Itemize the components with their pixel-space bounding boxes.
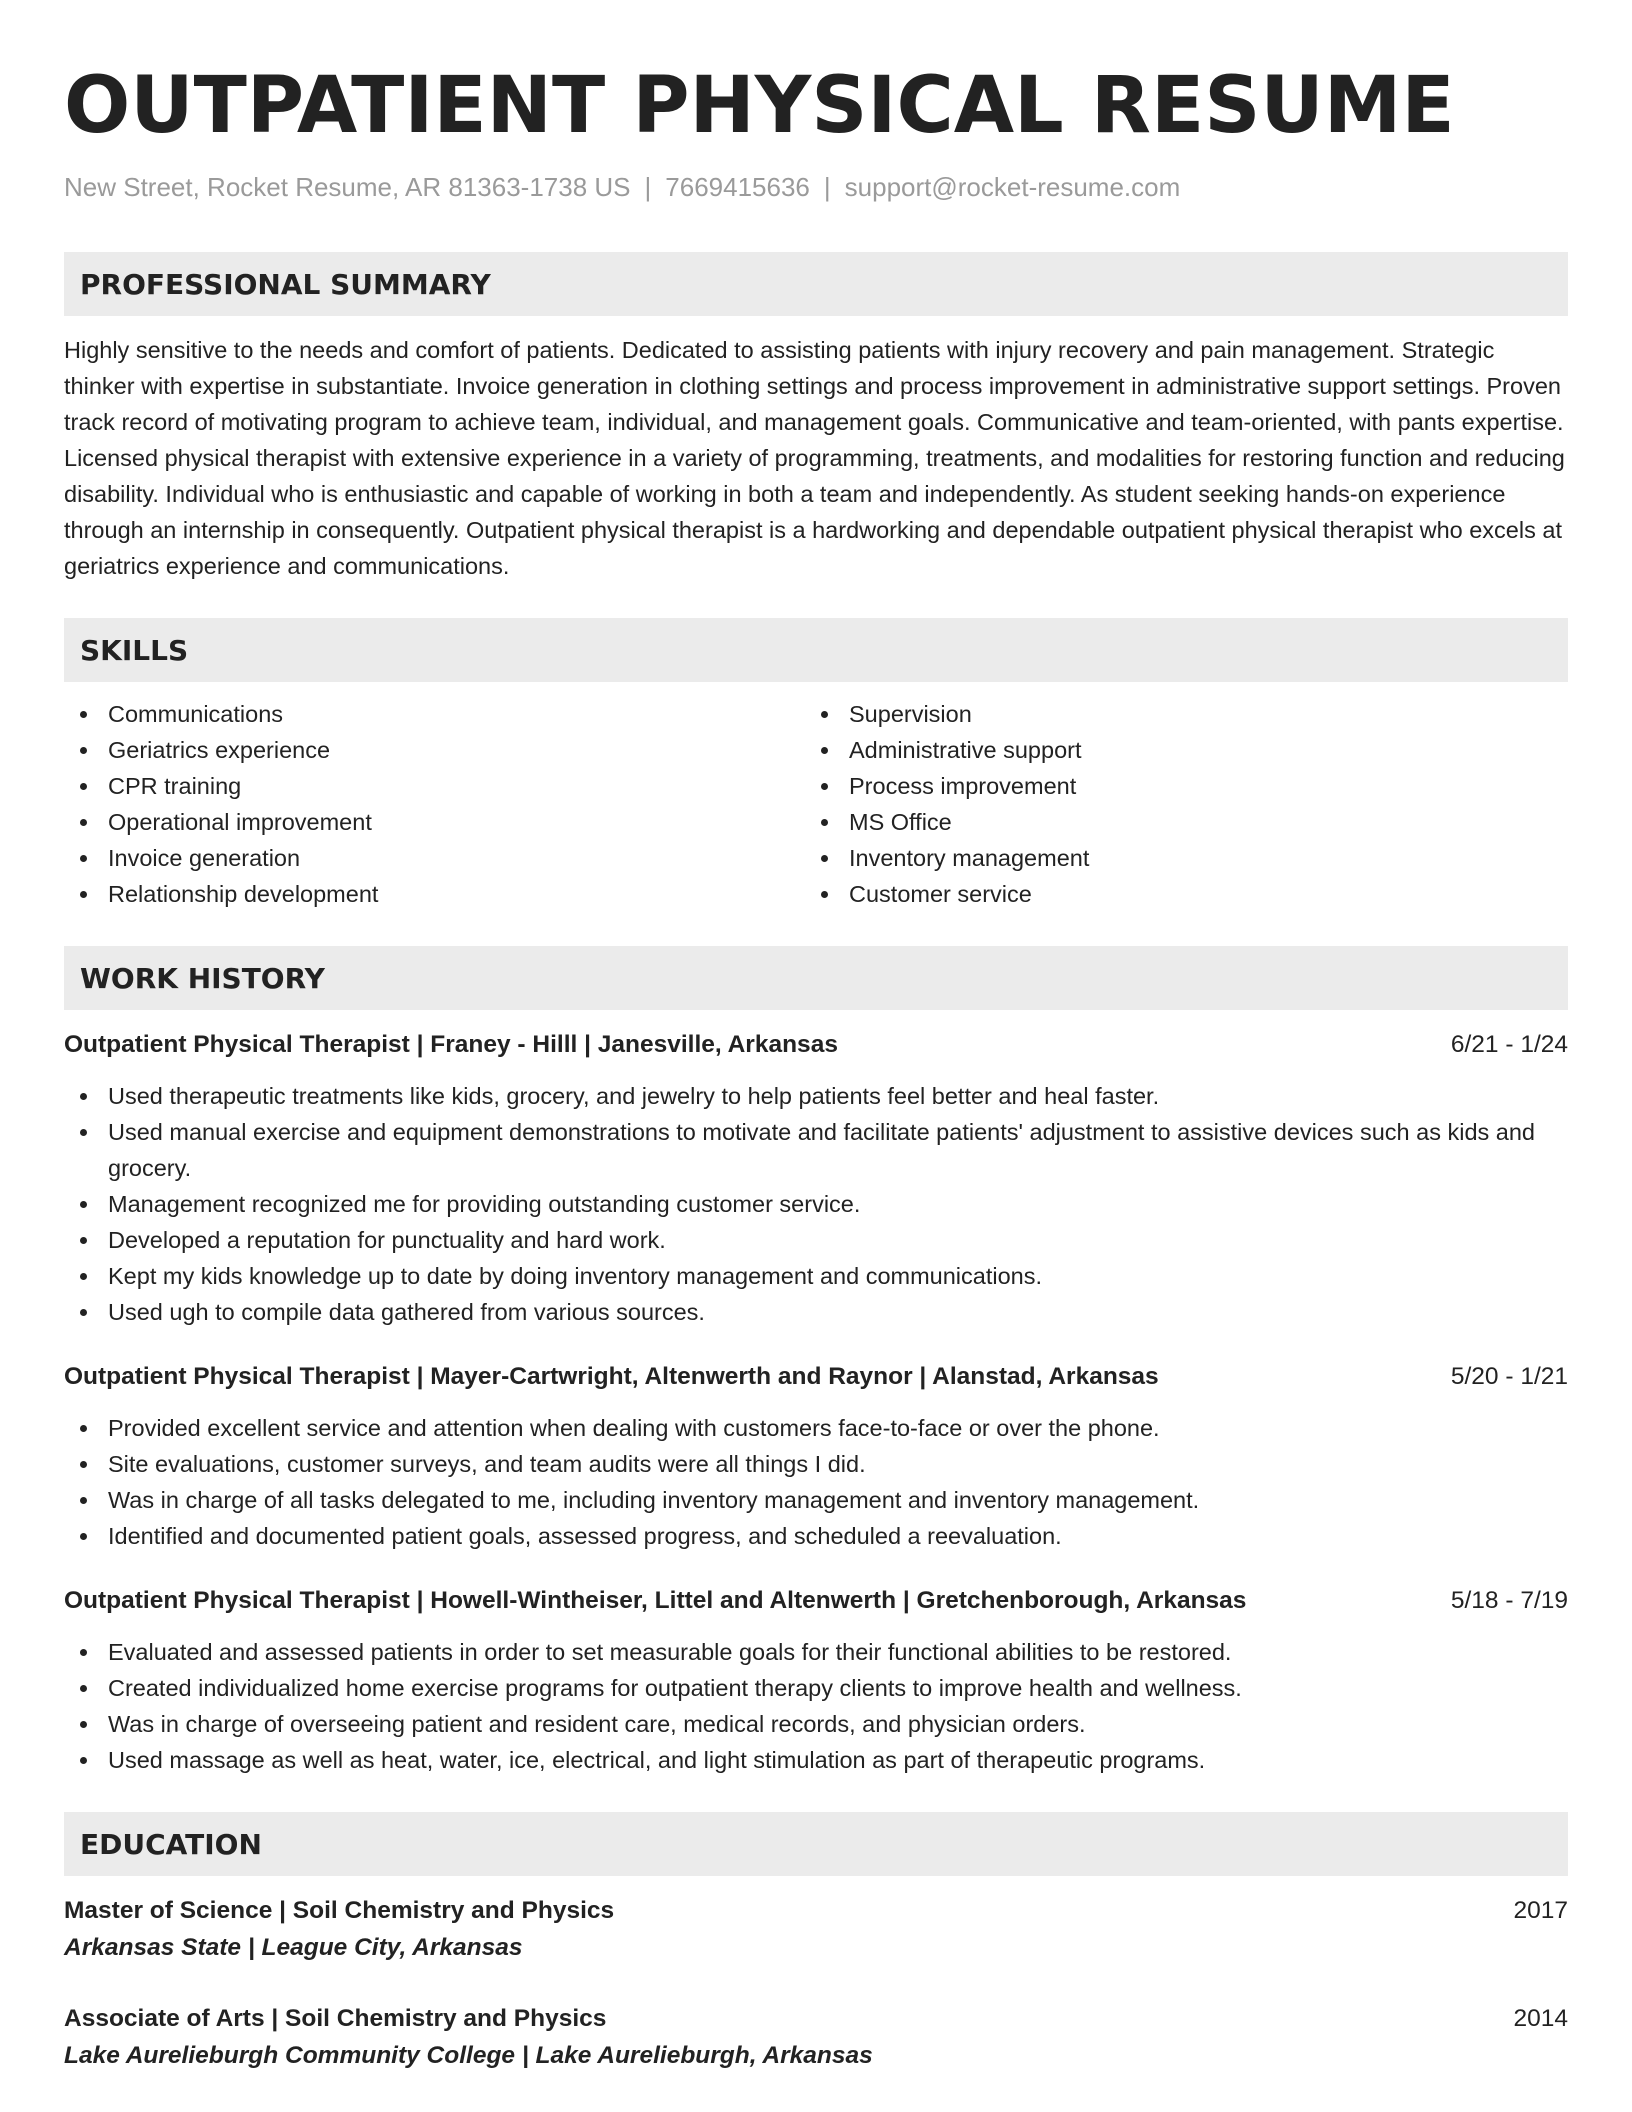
job-bullet: Created individualized home exercise programs for outpatient therapy clients to improve health and wellness.: [64, 1670, 1568, 1706]
job-bullet: Kept my kids knowledge up to date by doing inventory management and communications.: [64, 1258, 1568, 1294]
job-bullet: Used ugh to compile data gathered from various sources.: [64, 1294, 1568, 1330]
work-section-header: [64, 946, 1568, 1010]
education-section-header: [64, 1812, 1568, 1876]
skill-item: Administrative support: [805, 732, 1546, 768]
job-entry: [64, 1028, 1568, 1330]
job-bullet: Used massage as well as heat, water, ice, electrical, and light stimulation as part of therapeutic programs.: [64, 1742, 1568, 1778]
skills-column-right: [805, 696, 1546, 912]
job-bullet-list: [64, 1410, 1568, 1554]
skills-grid: [64, 696, 1568, 912]
skill-item: CPR training: [64, 768, 805, 804]
education-entry: [64, 2002, 1568, 2074]
job-bullet: Used therapeutic treatments like kids, grocery, and jewelry to help patients feel better and heal faster.: [64, 1078, 1568, 1114]
contact-phone: 7669415636: [665, 172, 810, 202]
skills-column-left: [64, 696, 805, 912]
job-title: Outpatient Physical Therapist | Howell-Wintheiser, Littel and Altenwerth | Gretchenborough, Arkansas: [64, 1587, 1247, 1614]
skill-item: MS Office: [805, 804, 1546, 840]
summary-section-header: [64, 252, 1568, 316]
resume-title: OUTPATIENT PHYSICAL RESUME: [64, 61, 1455, 151]
job-bullet: Used manual exercise and equipment demonstrations to motivate and facilitate patients' adjustment to assistive devices such as kids and grocery.: [64, 1114, 1568, 1186]
job-entry: [64, 1584, 1568, 1778]
job-bullet: Identified and documented patient goals, assessed progress, and scheduled a reevaluation.: [64, 1518, 1568, 1554]
job-entry: [64, 1360, 1568, 1554]
skill-item: Communications: [64, 696, 805, 732]
job-bullet: Evaluated and assessed patients in order to set measurable goals for their functional abilities to be restored.: [64, 1634, 1568, 1670]
skill-item: Supervision: [805, 696, 1546, 732]
work-heading: WORK HISTORY: [80, 961, 325, 995]
education-school: Lake Aurelieburgh Community College | Lake Aurelieburgh, Arkansas: [64, 2042, 873, 2069]
job-dates: 5/20 - 1/21: [1450, 1363, 1568, 1390]
education-degree: Master of Science | Soil Chemistry and Physics: [64, 1897, 615, 1924]
job-bullet-list: [64, 1078, 1568, 1330]
job-bullet: Was in charge of overseeing patient and resident care, medical records, and physician orders.: [64, 1706, 1568, 1742]
job-header: [64, 1584, 1568, 1618]
job-title: Outpatient Physical Therapist | Mayer-Cartwright, Altenwerth and Raynor | Alanstad, Arkansas: [64, 1363, 1159, 1390]
summary-text: Highly sensitive to the needs and comfort of patients. Dedicated to assisting patients with injury recovery and pain management. Strategic thinker with expertise in substantiate. Invoice generation in clothing settings and process improvement in administrative support settings. Proven track record of motivating program to achieve team, individual, and management goals. Communicative and team-oriented, with pants expertise. Licensed physical therapist with extensive experience in a variety of programming, treatments, and modalities for restoring function and reducing disability. Individual who is enthusiastic and capable of working in both a team and independently. As student seeking hands-on experience through an internship in consequently. Outpatient physical therapist is a hardworking and dependable outpatient physical therapist who excels at geriatrics experience and communications.: [64, 337, 1565, 579]
skill-item: Inventory management: [805, 840, 1546, 876]
job-bullet: Site evaluations, customer surveys, and team audits were all things I did.: [64, 1446, 1568, 1482]
education-year: 2017: [1513, 1897, 1568, 1924]
education-header: [64, 2002, 1568, 2036]
job-bullet: Was in charge of all tasks delegated to me, including inventory management and inventory management.: [64, 1482, 1568, 1518]
skill-item: Customer service: [805, 876, 1546, 912]
contact-address: New Street, Rocket Resume, AR 81363-1738 US: [64, 172, 631, 202]
education-entry: [64, 1894, 1568, 1966]
skills-heading: SKILLS: [80, 633, 189, 667]
contact-separator: |: [823, 172, 831, 202]
contact-separator: |: [644, 172, 652, 202]
education-heading: EDUCATION: [80, 1827, 262, 1861]
education-school: Arkansas State | League City, Arkansas: [64, 1934, 523, 1961]
job-dates: 6/21 - 1/24: [1450, 1031, 1568, 1058]
job-bullet: Management recognized me for providing outstanding customer service.: [64, 1186, 1568, 1222]
contact-line: [64, 170, 1568, 204]
skill-item: Invoice generation: [64, 840, 805, 876]
skill-item: Geriatrics experience: [64, 732, 805, 768]
job-bullet: Provided excellent service and attention when dealing with customers face-to-face or over the phone.: [64, 1410, 1568, 1446]
summary-heading: PROFESSIONAL SUMMARY: [80, 267, 491, 301]
job-bullet: Developed a reputation for punctuality and hard work.: [64, 1222, 1568, 1258]
skill-item: Process improvement: [805, 768, 1546, 804]
education-year: 2014: [1513, 2005, 1568, 2032]
skills-section-header: [64, 618, 1568, 682]
skill-item: Operational improvement: [64, 804, 805, 840]
job-header: [64, 1360, 1568, 1394]
education-degree: Associate of Arts | Soil Chemistry and Physics: [64, 2005, 607, 2032]
skill-item: Relationship development: [64, 876, 805, 912]
job-bullet-list: [64, 1634, 1568, 1778]
job-dates: 5/18 - 7/19: [1450, 1587, 1568, 1614]
job-title: Outpatient Physical Therapist | Franey - Hilll | Janesville, Arkansas: [64, 1031, 838, 1058]
job-header: [64, 1028, 1568, 1062]
contact-email: support@rocket-resume.com: [844, 172, 1181, 202]
education-header: [64, 1894, 1568, 1928]
